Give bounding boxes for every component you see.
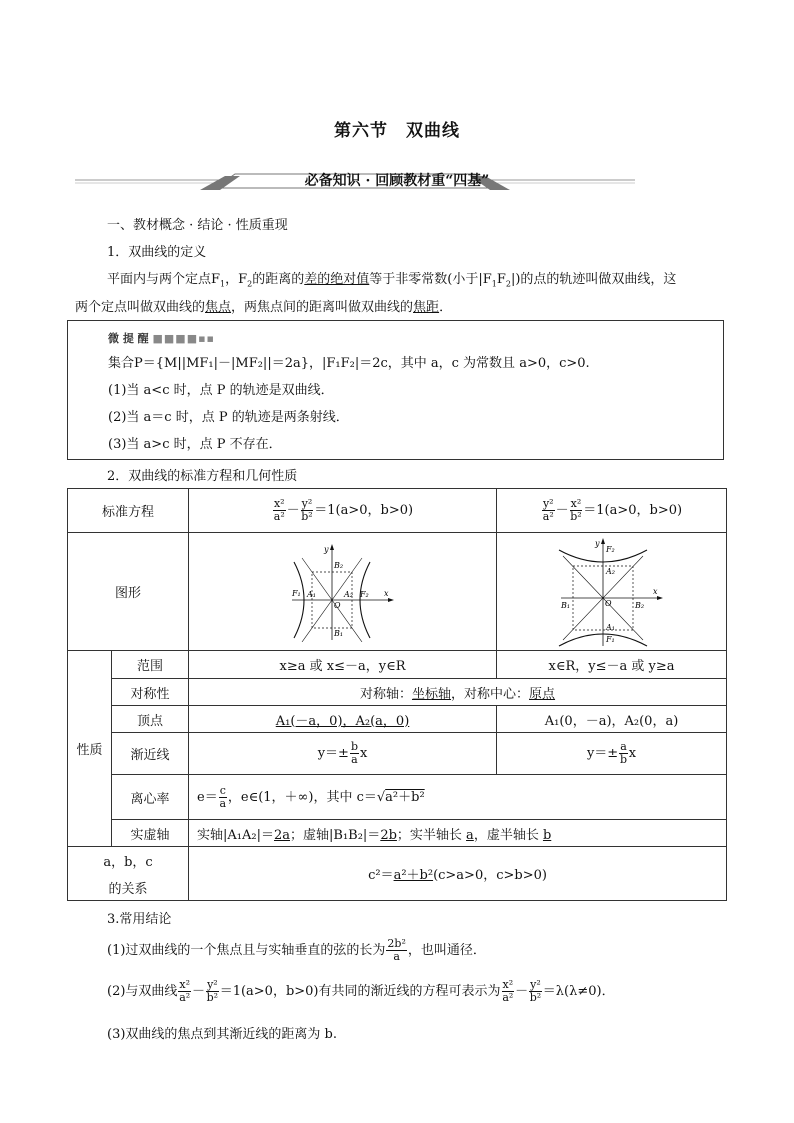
conclusion-3: (3)双曲线的焦点到其渐近线的距离为 b. xyxy=(107,1027,338,1042)
graph1-f2-label: F₂ xyxy=(359,589,369,599)
tip-line-2: (2)当 a＝c 时，点 P 的轨迹是两条射线． xyxy=(108,410,349,425)
graph1-origin-label: O xyxy=(333,600,341,610)
graph-label: 图形 xyxy=(68,533,189,651)
graph-horizontal-cell xyxy=(189,533,497,651)
hyperbola-vertical-graph xyxy=(557,536,667,648)
definition-heading: 1．双曲线的定义 xyxy=(107,245,207,260)
axes-label: 实虚轴 xyxy=(112,820,189,847)
properties-label: 性质 xyxy=(68,651,112,847)
axes-value: 实轴|A₁A₂|＝2a；虚轴|B₁B₂|＝2b；实半轴长 a，虚半轴长 b xyxy=(189,820,727,847)
eccentricity-value: e＝ $\frac{c}{a}$ ，e∈(1，＋∞)，其中 c＝√a²＋b² xyxy=(189,775,727,820)
graph2-a2-label: A₂ xyxy=(605,566,615,576)
tip-line-1: (1)当 a<c 时，点 P 的轨迹是双曲线． xyxy=(108,383,334,398)
tip-decoration-icon: ■■■■▪▪ xyxy=(152,332,215,345)
range-label: 范围 xyxy=(112,651,189,679)
vertex-2: A₁(0，－a)，A₂(0，a) xyxy=(497,706,727,733)
vertex-1: A₁(－a，0)，A₂(a，0) xyxy=(189,706,497,733)
properties-table xyxy=(67,488,727,901)
graph1-x-label: x xyxy=(383,588,389,598)
graph2-x-label: x xyxy=(652,586,658,596)
range-2: x∈R，y≤－a 或 y≥a xyxy=(497,651,727,679)
conclusion-2: (2)与双曲线 $\frac{\text{x²}}{\text{a²}}$ － $\frac{\text{y²}}{\text{b²}}$ ＝1(a>0，b>0)有共同的渐近线的方程可表示为 $\frac{\text{x²}}{\text{a²}}$ － $\frac{\text{y²}}{\text{b²}}$ ＝λ(λ≠0)． xyxy=(107,978,615,1004)
graph2-a1-label: A₁ xyxy=(605,622,615,632)
graph2-f1-label: F₁ xyxy=(605,634,615,644)
graph1-a1-label: A₁ xyxy=(306,589,316,599)
abc-relation-value: c²＝a²＋b²(c>a>0，c>b>0) xyxy=(189,847,727,901)
range-1: x≥a 或 x≤－a，y∈R xyxy=(189,651,497,679)
symmetry-label: 对称性 xyxy=(112,679,189,706)
hyperbola-horizontal-graph xyxy=(288,542,398,642)
asymptote-label: 渐近线 xyxy=(112,733,189,775)
abc-relation-label: a，b，c 的关系 xyxy=(68,847,189,901)
graph2-b2-label: B₂ xyxy=(634,600,644,610)
asymptote-1: y＝± $\frac{b}{a}$ x xyxy=(189,733,497,775)
vertex-label: 顶点 xyxy=(112,706,189,733)
graph2-b1-label: B₁ xyxy=(560,600,570,610)
graph1-y-label: y xyxy=(323,544,329,554)
eccentricity-label: 离心率 xyxy=(112,775,189,820)
conclusions-heading: 3.常用结论 xyxy=(107,912,172,927)
tip-line-3: (3)当 a>c 时，点 P 不存在． xyxy=(108,437,282,452)
definition-line-1: 平面内与两个定点$F_1$，$F_2$的距离的差的绝对值等于非零常数(小于$|F_1F_2|$)的点的轨迹叫做双曲线，这 xyxy=(107,272,677,289)
graph1-f1-label: F₁ xyxy=(291,588,301,598)
std-equation-1: $\frac{\text{x²}}{\text{a²}}$ － $\frac{\text{y²}}{\text{b²}}$ ＝1(a>0，b>0) xyxy=(189,489,497,533)
definition-line-2: 两个定点叫做双曲线的焦点，两焦点间的距离叫做双曲线的焦距． xyxy=(75,300,453,315)
graph1-b2-label: B₂ xyxy=(333,560,343,570)
section-banner-text: 必备知识 · 回顾教材重“四基” xyxy=(304,173,490,189)
section-heading: 一、教材概念 · 结论 · 性质重现 xyxy=(107,218,288,233)
graph1-b1-label: B₁ xyxy=(333,628,343,638)
graph2-origin-label: O xyxy=(604,598,612,608)
graph2-f2-label: F₂ xyxy=(605,544,615,554)
std-equation-2: $\frac{\text{y²}}{\text{a²}}$ － $\frac{\text{x²}}{\text{b²}}$ ＝1(a>0，b>0) xyxy=(497,489,727,533)
tip-set: 集合P＝{M||MF₁|－|MF₂||＝2a}，|F₁F₂|＝2c，其中 a，c 为常数且 a>0，c>0. xyxy=(108,356,590,371)
graph2-y-label: y xyxy=(594,538,600,548)
asymptote-2: y＝± $\frac{a}{b}$ x xyxy=(497,733,727,775)
symmetry-value: 对称轴：坐标轴，对称中心：原点 xyxy=(189,679,727,706)
graph1-a2-label: A₂ xyxy=(343,589,353,599)
tip-label: 微 提 醒 ■■■■▪▪ xyxy=(108,332,215,345)
std-equation-label: 标准方程 xyxy=(68,489,189,533)
conclusion-1: (1)过双曲线的一个焦点且与实轴垂直的弦的长为 $\frac{\text{2b²}}{a}$ ，也叫通径． xyxy=(107,937,486,963)
graph-vertical-cell xyxy=(497,533,727,651)
page-title: 第六节 双曲线 xyxy=(334,121,460,141)
table-heading: 2．双曲线的标准方程和几何性质 xyxy=(107,469,298,484)
